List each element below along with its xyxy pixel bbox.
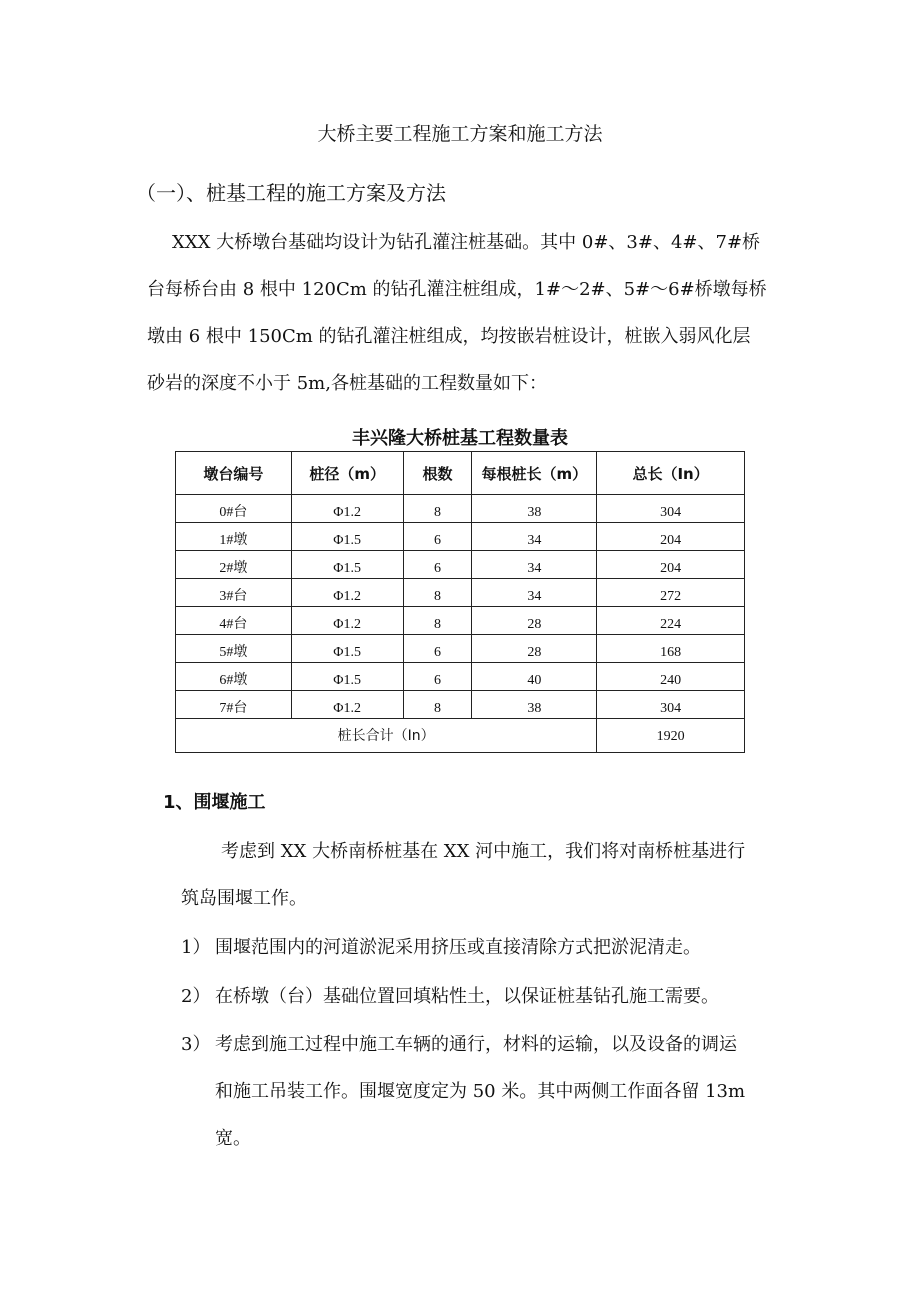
list-item-1-line-1: 围堰范围内的河道淤泥采用挤压或直接清除方式把淤泥清走。 [215,937,701,958]
cell-total-length: 224 [597,607,745,635]
cell-pile-count: 6 [403,523,472,551]
list-marker-2: 2） [181,986,211,1007]
total-length-value: 1920 [597,719,745,753]
total-length-label: 桩长合计（In） [176,719,597,753]
table-row [176,579,745,607]
intro-line-2: 台每桥台由 8 根中 120Cm 的钻孔灌注桩组成，1#～2#、5#～6#桥墩每桥 [147,279,767,300]
cell-pier-number: 5#墩 [176,635,292,663]
document-title: 大桥主要工程施工方案和施工方法 [317,123,603,145]
cell-pile-diameter: Φ1.2 [291,607,403,635]
cofferdam-intro-line-1: 考虑到 XX 大桥南桥桩基在 XX 河中施工，我们将对南桥桩基进行 [221,841,746,862]
list-item-3-line-2: 和施工吊装工作。围堰宽度定为 50 米。其中两侧工作面各留 13m [215,1081,746,1102]
cell-pile-diameter: Φ1.2 [291,691,403,719]
cell-total-length: 304 [597,691,745,719]
cell-total-length: 204 [597,523,745,551]
cell-total-length: 272 [597,579,745,607]
cell-pier-number: 4#台 [176,607,292,635]
cell-pile-length: 38 [472,691,597,719]
table-total-row [176,719,745,753]
cell-pile-diameter: Φ1.5 [291,663,403,691]
table-row [176,551,745,579]
table-row [176,691,745,719]
table-row [176,663,745,691]
header-pile-diameter: 桩径（m） [291,452,403,495]
cell-pile-length: 34 [472,579,597,607]
header-pile-count: 根数 [403,452,472,495]
pile-quantity-table [175,451,745,753]
cell-pier-number: 1#墩 [176,523,292,551]
intro-line-4: 砂岩的深度不小于 5m,各桩基础的工程数量如下： [147,373,547,394]
table-title: 丰兴隆大桥桩基工程数量表 [352,428,568,449]
cell-total-length: 304 [597,495,745,523]
table-row [176,607,745,635]
cell-total-length: 204 [597,551,745,579]
cell-pile-length: 40 [472,663,597,691]
cell-pile-count: 6 [403,635,472,663]
cofferdam-heading: 1、围堰施工 [163,792,266,813]
list-item-3-line-3: 宽。 [215,1128,251,1149]
list-item-3-line-1: 考虑到施工过程中施工车辆的通行，材料的运输，以及设备的调运 [215,1034,737,1055]
cell-pile-count: 8 [403,579,472,607]
cell-pile-count: 6 [403,551,472,579]
list-marker-3: 3） [181,1034,211,1055]
cell-pier-number: 7#台 [176,691,292,719]
cell-pile-diameter: Φ1.5 [291,523,403,551]
cell-pile-diameter: Φ1.5 [291,551,403,579]
header-pile-length: 每根桩长（m） [472,452,597,495]
cell-pile-length: 34 [472,551,597,579]
cell-pile-count: 8 [403,691,472,719]
cell-pile-length: 28 [472,607,597,635]
cell-total-length: 240 [597,663,745,691]
cell-pile-count: 8 [403,495,472,523]
cell-pile-diameter: Φ1.2 [291,495,403,523]
cofferdam-intro-line-2: 筑岛围堰工作。 [181,888,307,909]
table-row [176,523,745,551]
cell-pier-number: 2#墩 [176,551,292,579]
cell-pile-length: 28 [472,635,597,663]
header-pier-number: 墩台编号 [176,452,292,495]
cell-pile-length: 34 [472,523,597,551]
cell-pile-diameter: Φ1.5 [291,635,403,663]
cell-pile-count: 8 [403,607,472,635]
table-header-row [176,452,745,495]
cell-pier-number: 6#墩 [176,663,292,691]
table-row [176,635,745,663]
list-marker-1: 1） [181,937,211,958]
intro-line-3: 墩由 6 根中 150Cm 的钻孔灌注桩组成，均按嵌岩桩设计，桩嵌入弱风化层 [147,326,751,347]
cell-pile-count: 6 [403,663,472,691]
cell-pile-diameter: Φ1.2 [291,579,403,607]
list-item-2-line-1: 在桥墩（台）基础位置回填粘性土，以保证桩基钻孔施工需要。 [215,986,719,1007]
cell-pier-number: 3#台 [176,579,292,607]
section-heading: （一）、桩基工程的施工方案及方法 [136,181,446,205]
cell-pier-number: 0#台 [176,495,292,523]
cell-pile-length: 38 [472,495,597,523]
header-total-length: 总长（In） [597,452,745,495]
intro-line-1: XXX 大桥墩台基础均设计为钻孔灌注桩基础。其中 0#、3#、4#、7#桥 [172,232,761,253]
table-row [176,495,745,523]
cell-total-length: 168 [597,635,745,663]
